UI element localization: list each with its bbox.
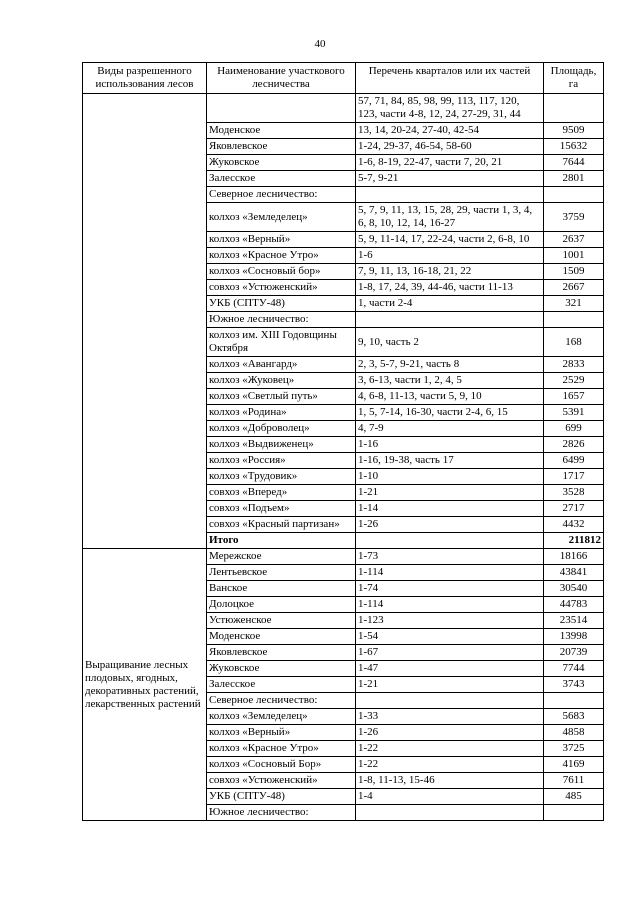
area-cell: 9509 [544, 123, 604, 139]
area-cell: 2826 [544, 437, 604, 453]
quarters-cell: 1-24, 29-37, 46-54, 58-60 [356, 139, 544, 155]
area-cell: 321 [544, 296, 604, 312]
quarters-cell: 1, части 2-4 [356, 296, 544, 312]
area-cell: 1001 [544, 248, 604, 264]
quarters-cell: 1-22 [356, 757, 544, 773]
area-cell: 699 [544, 421, 604, 437]
area-cell: 5391 [544, 405, 604, 421]
quarters-cell: 2, 3, 5-7, 9-21, часть 8 [356, 357, 544, 373]
quarters-cell: 5, 7, 9, 11, 13, 15, 28, 29, части 1, 3, 4, 6, 8, 10, 12, 14, 16-27 [356, 203, 544, 232]
area-cell: 3743 [544, 677, 604, 693]
area-cell: 2801 [544, 171, 604, 187]
forestry-name-cell: Залесское [207, 171, 356, 187]
forestry-name-cell: колхоз «Трудовик» [207, 469, 356, 485]
quarters-cell: 1-21 [356, 677, 544, 693]
usage-type-cell: Выращивание лесных плодовых, ягодных, декоративных растений, лекарственных растений [83, 549, 207, 821]
quarters-cell: 1, 5, 7-14, 16-30, части 2-4, 6, 15 [356, 405, 544, 421]
quarters-cell: 1-54 [356, 629, 544, 645]
area-cell [544, 187, 604, 203]
forestry-name-cell: колхоз «Родина» [207, 405, 356, 421]
area-cell: 5683 [544, 709, 604, 725]
quarters-cell: 1-10 [356, 469, 544, 485]
forestry-name-cell: Моденское [207, 123, 356, 139]
area-cell: 7744 [544, 661, 604, 677]
area-cell [544, 312, 604, 328]
forestry-name-cell: Яковлевское [207, 645, 356, 661]
table-header-row [83, 63, 604, 94]
quarters-cell: 1-73 [356, 549, 544, 565]
quarters-cell [356, 312, 544, 328]
quarters-cell [356, 187, 544, 203]
forestry-name-cell: колхоз «Жуковец» [207, 373, 356, 389]
quarters-cell: 1-6, 8-19, 22-47, части 7, 20, 21 [356, 155, 544, 171]
forestry-name-cell: совхоз «Устюженский» [207, 773, 356, 789]
forestry-name-cell: совхоз «Устюженский» [207, 280, 356, 296]
header-forestry-name: Наименование участкового лесничества [207, 63, 356, 94]
forestry-name-cell: Жуковское [207, 155, 356, 171]
area-cell: 1509 [544, 264, 604, 280]
quarters-cell [356, 805, 544, 821]
area-cell: 485 [544, 789, 604, 805]
area-cell: 2637 [544, 232, 604, 248]
forestry-name-cell: колхоз «Авангард» [207, 357, 356, 373]
area-cell: 15632 [544, 139, 604, 155]
quarters-cell: 4, 6-8, 11-13, части 5, 9, 10 [356, 389, 544, 405]
forestry-name-cell: колхоз «Сосновый Бор» [207, 757, 356, 773]
forestry-name-cell: колхоз «Светлый путь» [207, 389, 356, 405]
quarters-cell: 1-26 [356, 725, 544, 741]
total-quarters-cell [356, 533, 544, 549]
area-cell: 3725 [544, 741, 604, 757]
total-value: 211812 [544, 533, 604, 549]
quarters-cell: 1-123 [356, 613, 544, 629]
area-cell: 23514 [544, 613, 604, 629]
forest-usage-table [82, 62, 604, 821]
quarters-cell: 4, 7-9 [356, 421, 544, 437]
forestry-name-cell: совхоз «Вперед» [207, 485, 356, 501]
area-cell: 7644 [544, 155, 604, 171]
forestry-name-cell: Устюженское [207, 613, 356, 629]
forestry-name-cell: УКБ (СПТУ-48) [207, 296, 356, 312]
forestry-name-cell: колхоз «Верный» [207, 725, 356, 741]
area-cell: 3759 [544, 203, 604, 232]
area-cell: 168 [544, 328, 604, 357]
quarters-cell: 1-74 [356, 581, 544, 597]
header-quarters: Перечень кварталов или их частей [356, 63, 544, 94]
forestry-name-cell: Северное лесничество: [207, 187, 356, 203]
area-cell: 1657 [544, 389, 604, 405]
forestry-name-cell: колхоз «Выдвиженец» [207, 437, 356, 453]
forestry-name-cell: Жуковское [207, 661, 356, 677]
forestry-name-cell: Мережское [207, 549, 356, 565]
area-cell: 43841 [544, 565, 604, 581]
quarters-cell: 1-67 [356, 645, 544, 661]
header-area: Площадь, га [544, 63, 604, 94]
forestry-name-cell: колхоз им. XIII Годовщины Октября [207, 328, 356, 357]
quarters-cell: 1-47 [356, 661, 544, 677]
quarters-cell: 13, 14, 20-24, 27-40, 42-54 [356, 123, 544, 139]
forestry-name-cell: совхоз «Подъем» [207, 501, 356, 517]
forestry-name-cell: колхоз «Красное Утро» [207, 248, 356, 264]
forestry-name-cell: Залесское [207, 677, 356, 693]
area-cell: 44783 [544, 597, 604, 613]
quarters-cell: 1-8, 17, 24, 39, 44-46, части 11-13 [356, 280, 544, 296]
area-cell: 6499 [544, 453, 604, 469]
quarters-cell: 1-114 [356, 565, 544, 581]
quarters-cell: 3, 6-13, части 1, 2, 4, 5 [356, 373, 544, 389]
quarters-cell: 1-4 [356, 789, 544, 805]
forestry-name-cell: колхоз «Красное Утро» [207, 741, 356, 757]
area-cell: 1717 [544, 469, 604, 485]
forestry-name-cell: Долоцкое [207, 597, 356, 613]
forestry-name-cell: колхоз «Сосновый бор» [207, 264, 356, 280]
forestry-name-cell: Южное лесничество: [207, 312, 356, 328]
forestry-name-cell: Южное лесничество: [207, 805, 356, 821]
quarters-cell: 1-14 [356, 501, 544, 517]
quarters-cell: 57, 71, 84, 85, 98, 99, 113, 117, 120, 123, части 4-8, 12, 24, 27-29, 31, 44 [356, 94, 544, 123]
quarters-cell: 5, 9, 11-14, 17, 22-24, части 2, 6-8, 10 [356, 232, 544, 248]
quarters-cell: 1-114 [356, 597, 544, 613]
area-cell [544, 805, 604, 821]
forestry-name-cell: колхоз «Россия» [207, 453, 356, 469]
area-cell [544, 693, 604, 709]
area-cell: 4432 [544, 517, 604, 533]
quarters-cell: 5-7, 9-21 [356, 171, 544, 187]
area-cell: 4169 [544, 757, 604, 773]
page-number: 40 [314, 38, 326, 50]
area-cell: 2529 [544, 373, 604, 389]
quarters-cell: 1-33 [356, 709, 544, 725]
forestry-name-cell: колхоз «Земледелец» [207, 203, 356, 232]
area-cell: 7611 [544, 773, 604, 789]
area-cell: 13998 [544, 629, 604, 645]
area-cell: 3528 [544, 485, 604, 501]
quarters-cell: 9, 10, часть 2 [356, 328, 544, 357]
forestry-name-cell: Ванское [207, 581, 356, 597]
area-cell: 20739 [544, 645, 604, 661]
quarters-cell: 1-8, 11-13, 15-46 [356, 773, 544, 789]
area-cell: 2717 [544, 501, 604, 517]
quarters-cell [356, 693, 544, 709]
usage-type-cell [83, 94, 207, 549]
forestry-name-cell: Яковлевское [207, 139, 356, 155]
forestry-name-cell: Северное лесничество: [207, 693, 356, 709]
quarters-cell: 1-16 [356, 437, 544, 453]
quarters-cell: 1-6 [356, 248, 544, 264]
total-label: Итого [207, 533, 356, 549]
forestry-name-cell: колхоз «Верный» [207, 232, 356, 248]
quarters-cell: 1-22 [356, 741, 544, 757]
forestry-name-cell: совхоз «Красный партизан» [207, 517, 356, 533]
table-row [83, 94, 604, 123]
area-cell: 2833 [544, 357, 604, 373]
forestry-name-cell: колхоз «Доброволец» [207, 421, 356, 437]
area-cell: 2667 [544, 280, 604, 296]
table-row [83, 549, 604, 565]
quarters-cell: 1-16, 19-38, часть 17 [356, 453, 544, 469]
area-cell: 30540 [544, 581, 604, 597]
forestry-name-cell [207, 94, 356, 123]
forestry-name-cell: Лентьевское [207, 565, 356, 581]
forestry-name-cell: УКБ (СПТУ-48) [207, 789, 356, 805]
quarters-cell: 1-26 [356, 517, 544, 533]
forestry-name-cell: колхоз «Земледелец» [207, 709, 356, 725]
quarters-cell: 1-21 [356, 485, 544, 501]
quarters-cell: 7, 9, 11, 13, 16-18, 21, 22 [356, 264, 544, 280]
area-cell [544, 94, 604, 123]
area-cell: 18166 [544, 549, 604, 565]
header-usage-type: Виды разрешенного использования лесов [83, 63, 207, 94]
area-cell: 4858 [544, 725, 604, 741]
forestry-name-cell: Моденское [207, 629, 356, 645]
